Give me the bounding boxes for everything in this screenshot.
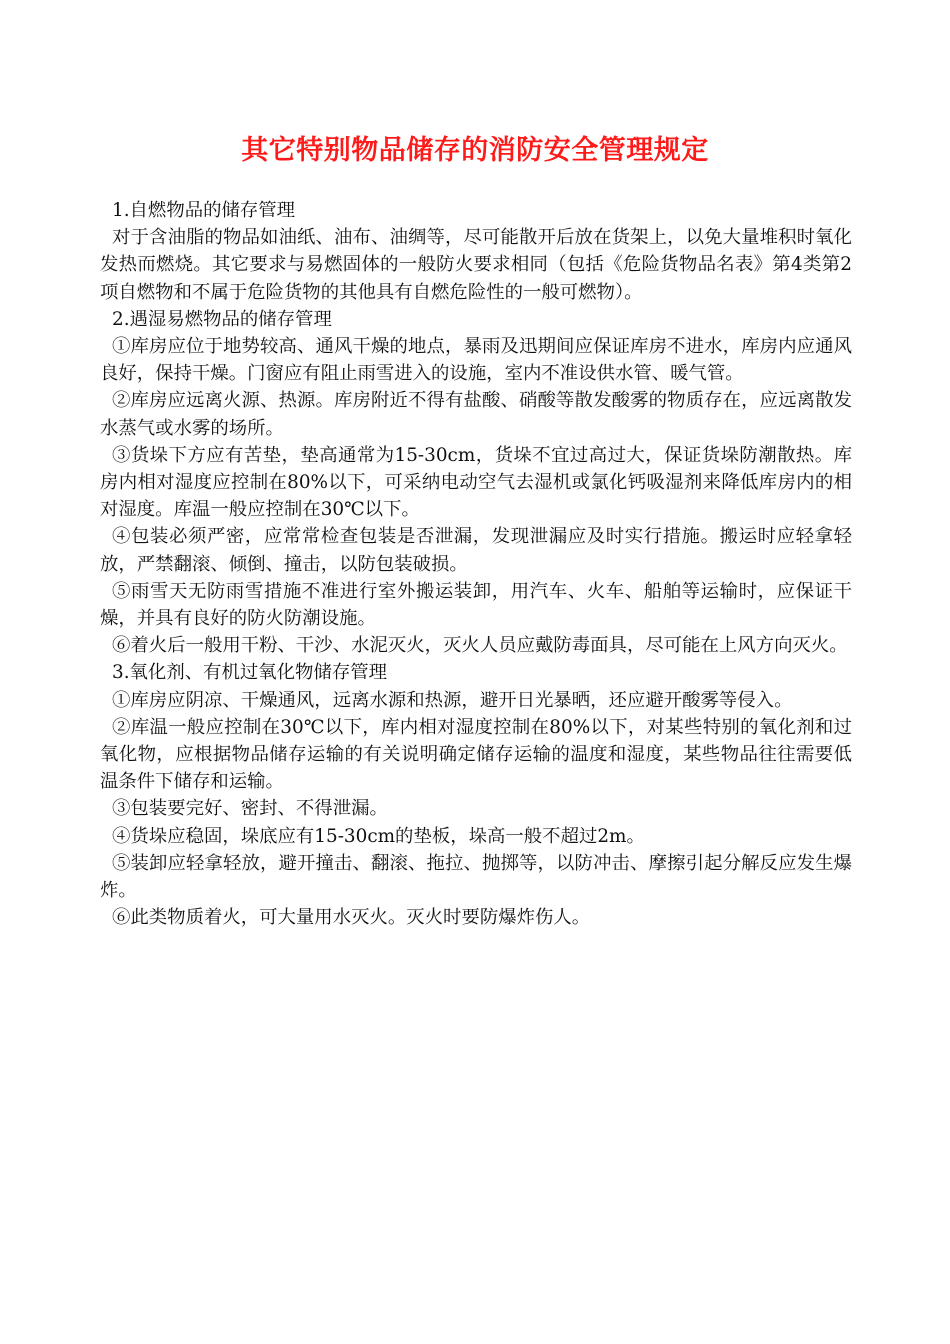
section-3-item-4: ④货垛应稳固，垛底应有15-30cm的垫板，垛高一般不超过2m。 [112, 825, 645, 847]
document-title: 其它特别物品储存的消防安全管理规定 [241, 135, 709, 166]
section-2-item-5: ⑤雨雪天无防雨雪措施不准进行室外搬运装卸，用汽车、火车、船舶等运输时，应保证干燥，并具有良好的防火防潮设施。 [100, 580, 852, 630]
section-3-item-6: ⑥此类物质着火，可大量用水灭火。灭火时要防爆炸伤人。 [112, 907, 591, 929]
section-2-item-3: ③货垛下方应有苦垫，垫高通常为15-30cm，货垛不宜过高过大，保证货垛防潮散热。库房内相对湿度应控制在80%以下，可采纳电动空气去湿机或氯化钙吸湿剂来降低库房内的相对湿度。库温一般应控制在30℃以下。 [100, 444, 852, 521]
section-2-item-1: ①库房应位于地势较高、通风干燥的地点，暴雨及迅期间应保证库房不进水，库房内应通风良好，保持干燥。门窗应有阻止雨雪进入的设施，室内不准设供水管、暖气管。 [100, 336, 852, 385]
section-2-item-2: ②库房应远离火源、热源。库房附近不得有盐酸、硝酸等散发酸雾的物质存在，应远离散发水蒸气或水雾的场所。 [100, 390, 852, 439]
section-2-item-6: ⑥着火后一般用干粉、干沙、水泥灭火，灭火人员应戴防毒面具，尽可能在上风方向灭火。 [112, 635, 848, 657]
section-3-item-5: ⑤装卸应轻拿轻放，避开撞击、翻滚、拖拉、抛掷等，以防冲击、摩擦引起分解反应发生爆炸。 [100, 852, 852, 902]
section-heading-2: 2.遇湿易燃物品的储存管理 [112, 308, 332, 330]
section-3-item-1: ①库房应阴凉、干燥通风，远离水源和热源，避开日光暴晒，还应避开酸雾等侵入。 [112, 689, 793, 711]
section-heading-3: 3.氧化剂、有机过氧化物储存管理 [112, 662, 388, 684]
section-1-paragraph: 对于含油脂的物品如油纸、油布、油绸等，尽可能散开后放在货架上，以免大量堆积时氧化发热而燃烧。其它要求与易燃固体的一般防火要求相同（包括《危险货物品名表》第4类第2项自燃物和不属于危险货物的其他具有自燃危险性的一般可燃物）。 [100, 227, 852, 303]
section-heading-1: 1.自燃物品的储存管理 [112, 200, 296, 221]
section-2-item-4: ④包装必须严密，应常常检查包装是否泄漏，发现泄漏应及时实行措施。搬运时应轻拿轻放，严禁翻滚、倾倒、撞击，以防包装破损。 [100, 526, 852, 575]
section-3-item-3: ③包装要完好、密封、不得泄漏。 [112, 798, 388, 820]
document-body [100, 197, 852, 931]
section-3-item-2: ②库温一般应控制在30℃以下，库内相对湿度控制在80%以下，对某些特别的氧化剂和过氧化物，应根据物品储存运输的有关说明确定储存运输的温度和湿度，某些物品往往需要低温条件下储存和运输。 [100, 716, 852, 793]
